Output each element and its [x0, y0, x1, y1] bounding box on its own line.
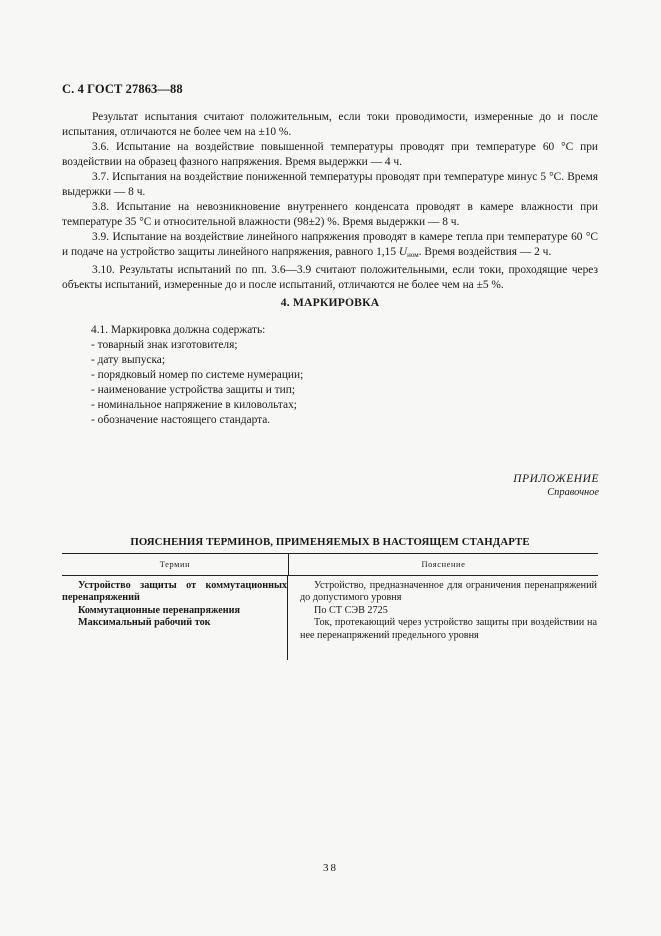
page-number: 38 — [323, 862, 338, 874]
list-item: - порядковый номер по системе нумерации; — [91, 369, 304, 381]
appendix-label — [513, 473, 599, 498]
list-item: - наименование устройства защиты и тип; — [91, 384, 296, 396]
explanation-cell: Ток, протекающий через устройство защиты при воздействии на нее перенапряжений предельного уровня — [300, 617, 597, 641]
explanation-cell: По СТ СЭВ 2725 — [314, 604, 388, 616]
terms-column — [62, 576, 288, 660]
list-item: - товарный знак изготовителя; — [91, 339, 238, 351]
page-header: С. 4 ГОСТ 27863—88 — [62, 82, 183, 96]
explanation-cell: Устройство, предназначенное для ограничения перенапряжений до допустимого уровня — [300, 580, 597, 604]
p39-before: 3.9. Испытание на воздействие линейного напряжения проводят в камере тепла при температуре 60 °С и подаче на устройство защиты линейного напряжения, равного 1,15 — [62, 231, 598, 258]
terms-title: ПОЯСНЕНИЯ ТЕРМИНОВ, ПРИМЕНЯЕМЫХ В НАСТОЯЩЕМ СТАНДАРТЕ — [130, 536, 530, 548]
table-body — [62, 576, 598, 660]
paragraph-3-10: 3.10. Результаты испытаний по пп. 3.6—3.9 считают положительными, если токи, проходящие через объекты испытаний, измеренные до и после испытаний, отличаются не более чем на ±5 %. — [62, 264, 598, 291]
appendix-type: Справочное — [547, 487, 599, 498]
list-item: - номинальное напряжение в киловольтах; — [91, 399, 297, 411]
paragraph-result: Результат испытания считают положительным, если токи проводимости, измеренные до и после испытания, отличаются не более чем на ±10 %. — [62, 111, 598, 138]
paragraph-3-6: 3.6. Испытание на воздействие повышенной температуры проводят при температуре 60 °С при воздействии на образец фазного напряжения. Время выдержки — 4 ч. — [62, 141, 598, 168]
paragraph-3-7: 3.7. Испытания на воздействие пониженной температуры проводят при температуре минус 5 °С. Время выдержки — 8 ч. — [62, 171, 598, 198]
term-cell: Устройство защиты от коммутационных перенапряжений — [62, 580, 287, 604]
marking-list — [91, 323, 303, 428]
body-text — [62, 110, 598, 293]
section-title-marking: 4. МАРКИРОВКА — [280, 296, 380, 309]
list-item: - обозначение настоящего стандарта. — [91, 414, 271, 426]
paragraph-3-9 — [62, 230, 598, 263]
p39-u: U — [398, 246, 408, 258]
p39-sub: ном — [407, 251, 419, 259]
list-item: - дату выпуска; — [91, 354, 166, 366]
term-cell: Максимальный рабочий ток — [78, 617, 211, 629]
table-header — [62, 554, 598, 576]
paragraph-3-8: 3.8. Испытание на невозникновение внутреннего конденсата проводят в камере влажности при температуре 35 °С и относительной влажности (98±2) %. Время выдержки — 8 ч. — [62, 201, 598, 228]
header-term: Термин — [62, 554, 289, 575]
appendix-title: ПРИЛОЖЕНИЕ — [513, 473, 599, 485]
list-item: 4.1. Маркировка должна содержать: — [91, 324, 266, 336]
p39-after: . Время воздействия — 2 ч. — [418, 246, 552, 258]
terms-table — [62, 553, 598, 660]
term-cell: Коммутационные перенапряжения — [78, 604, 241, 616]
explanations-column — [288, 576, 597, 660]
header-explanation: Пояснение — [421, 560, 466, 569]
